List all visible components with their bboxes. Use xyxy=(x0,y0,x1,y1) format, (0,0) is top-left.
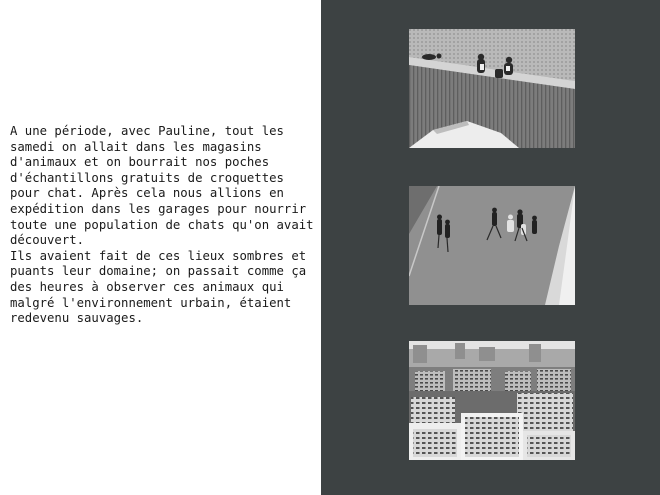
text-panel xyxy=(0,0,321,495)
story-text xyxy=(10,124,321,327)
photo-plaza-children-image xyxy=(409,186,575,305)
story-paragraph-2: Ils avaient fait de ces lieux sombres et puants leur domaine; on passait comme ça des heures à observer ces animaux qui malgré l'environnement urbain, étaient redevenu sauvages. xyxy=(10,248,314,326)
photo-city-buildings xyxy=(409,341,575,460)
photo-rooftop-children-image xyxy=(409,29,575,148)
photo-panel xyxy=(321,0,660,495)
photo-plaza-children xyxy=(409,186,575,305)
photo-city-buildings-image xyxy=(409,341,575,460)
story-paragraph-1: A une période, avec Pauline, tout les samedi on allait dans les magasins d'animaux et on bourrait nos poches d'échantillons gratuits de croquettes pour chat. Après cela nous allions en expédition dans les garages pour nourrir toute une population de chats qu'on avait découvert. xyxy=(10,124,321,248)
photo-rooftop-children xyxy=(409,29,575,148)
